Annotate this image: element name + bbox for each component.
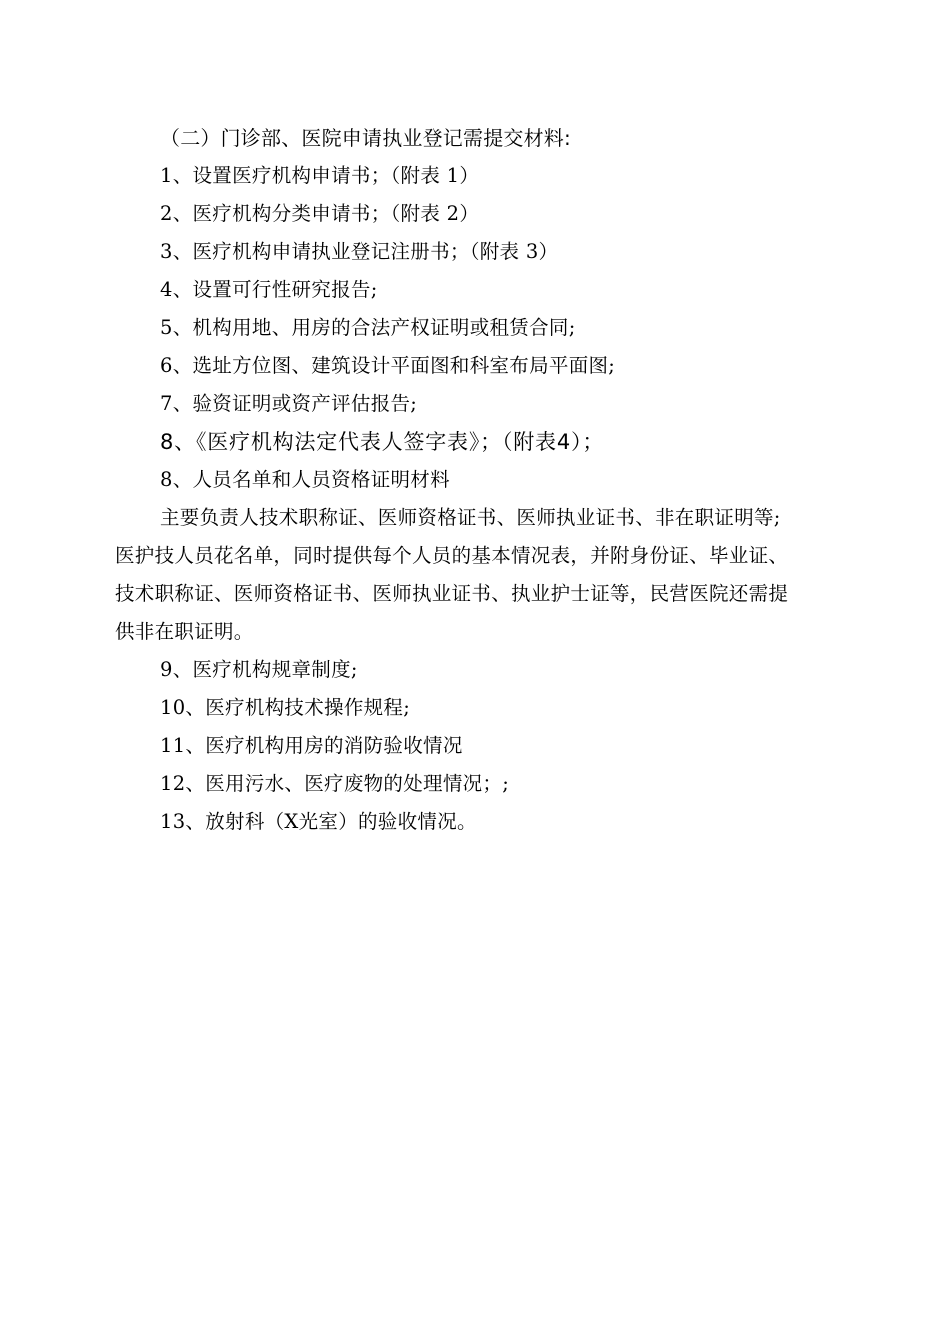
list-item: 4、设置可行性研究报告; xyxy=(160,278,378,301)
list-item: 3、医疗机构申请执业登记注册书；（附表 3） xyxy=(160,240,559,263)
paragraph-line: 医护技人员花名单，同时提供每个人员的基本情况表，并附身份证、毕业证、 xyxy=(115,544,789,567)
list-item: 1、设置医疗机构申请书；（附表 1） xyxy=(160,164,480,187)
list-item: 12、医用污水、医疗废物的处理情况；; xyxy=(160,772,510,795)
list-item: 8、人员名单和人员资格证明材料 xyxy=(160,468,450,491)
list-item: 9、医疗机构规章制度; xyxy=(160,658,358,681)
list-item: 6、选址方位图、建筑设计平面图和科室布局平面图; xyxy=(160,354,616,377)
paragraph-line: 主要负责人技术职称证、医师资格证书、医师执业证书、非在职证明等; xyxy=(160,506,781,529)
list-item: 7、验资证明或资产评估报告; xyxy=(160,392,418,415)
list-item: 5、机构用地、用房的合法产权证明或租赁合同; xyxy=(160,316,576,339)
section-heading: （二）门诊部、医院申请执业登记需提交材料: xyxy=(160,126,571,150)
list-item: 8、《医疗机构法定代表人签字表》；（附表4）； xyxy=(160,430,605,454)
list-item: 2、医疗机构分类申请书；（附表 2） xyxy=(160,202,480,225)
list-item: 13、放射科（X光室）的验收情况。 xyxy=(160,810,477,833)
list-item: 10、医疗机构技术操作规程; xyxy=(160,696,411,719)
paragraph-line: 技术职称证、医师资格证书、医师执业证书、执业护士证等，民营医院还需提 xyxy=(115,582,789,605)
list-item: 11、医疗机构用房的消防验收情况 xyxy=(160,734,463,757)
paragraph-line: 供非在职证明。 xyxy=(115,620,254,643)
